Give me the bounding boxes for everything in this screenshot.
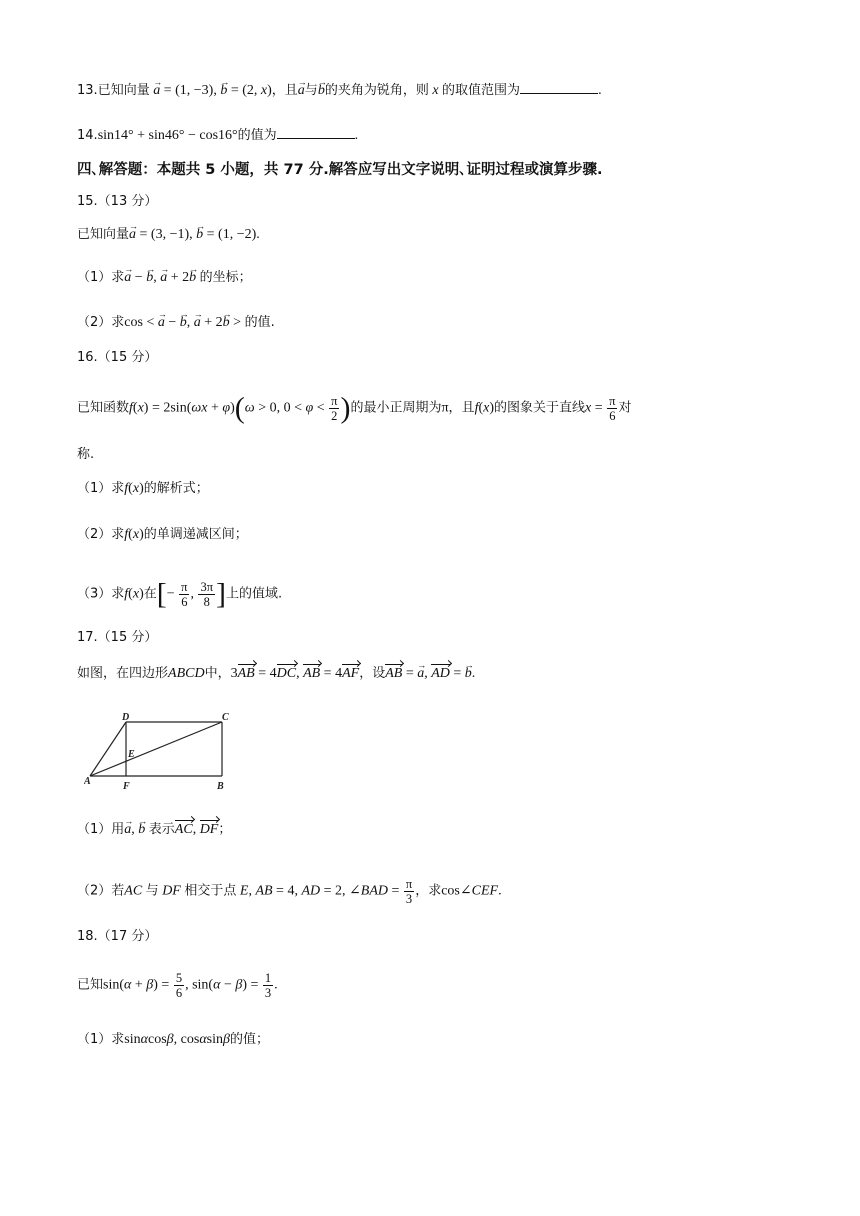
label-A: A xyxy=(84,776,91,787)
q18-stem: 已知sin(α + β) = $\frac{5}{6}$ , sin(α − β) = $\frac{1}{3}$ . xyxy=(77,971,278,1000)
q16-part-2: （2）求f(x)的单调递减区间； xyxy=(77,527,248,542)
q16-part-1: （1）求f(x)的解析式； xyxy=(77,481,209,496)
label-C: C xyxy=(222,712,229,723)
q17-part-1: （1）用→ a, → b 表示AC, DF； xyxy=(77,820,231,840)
label-B: B xyxy=(217,781,224,792)
label-E: E xyxy=(128,749,135,760)
q17-heading: 17.（15 分） xyxy=(77,630,158,645)
vector-a: → a xyxy=(153,81,160,101)
quadrilateral-figure xyxy=(84,712,244,794)
q15-part-2: （2）求cos < → a − → b, → a + 2→ b > 的值. xyxy=(77,313,275,333)
q16-stem: 已知函数f(x) = 2sin(ωx + φ)(ω > 0, 0 < φ < $\frac{\pi}{2}$ )的最小正周期为π，且f(x)的图象关于直线x = $\frac{\pi}{6}$ 对 xyxy=(77,391,632,425)
q14-number: 14. xyxy=(77,128,98,143)
answer-blank-14 xyxy=(277,124,355,139)
q13-number: 13. xyxy=(77,83,98,98)
edge-DA xyxy=(90,722,126,776)
question-14: 14.sin14° + sin46° − cos16°的值为 . xyxy=(77,124,358,146)
segment-AC xyxy=(90,722,222,776)
answer-blank-13 xyxy=(520,79,598,94)
q18-part-1: （1）求sinαcosβ, cosαsinβ的值； xyxy=(77,1032,270,1047)
q18-heading: 18.（17 分） xyxy=(77,929,158,944)
q16-stem-cont: 称. xyxy=(77,447,95,462)
label-D: D xyxy=(122,712,130,723)
q16-part-3: （3）求f(x)在[− $\frac{\pi}{6}$ , $\frac{3\pi}{8}$ ]上的值域. xyxy=(77,577,283,611)
q15-part-1: （1）求→ a − → b, → a + 2→ b 的坐标； xyxy=(77,268,252,288)
q14-expression: sin14° + sin46° − cos16° xyxy=(97,128,238,143)
q17-part-2: （2）若AC 与 DF 相交于点 E, AB = 4, AD = 2, ∠BAD = $\frac{\pi}{3}$ ，求cos∠CEF. xyxy=(77,877,502,906)
q15-heading: 15.（13 分） xyxy=(77,194,158,209)
q15-stem: 已知向量→ a = (3, −1), → b = (1, −2). xyxy=(77,225,260,245)
label-F: F xyxy=(123,781,130,792)
section-header: 四､解答题：本题共 5 小题，共 77 分.解答应写出文字说明､证明过程或演算步骤. xyxy=(77,162,603,178)
question-13: 13.已知向量 → a = (1, −3), → b = (2, x)，且→ a与→ b的夹角为锐角，则 x 的取值范围为 . xyxy=(77,79,602,101)
q17-stem: 如图，在四边形ABCD中，3AB = 4DC, AB = 4AF，设AB = → a, AD = → b. xyxy=(77,664,475,684)
q16-heading: 16.（15 分） xyxy=(77,350,158,365)
vector-b: → b xyxy=(220,81,227,101)
